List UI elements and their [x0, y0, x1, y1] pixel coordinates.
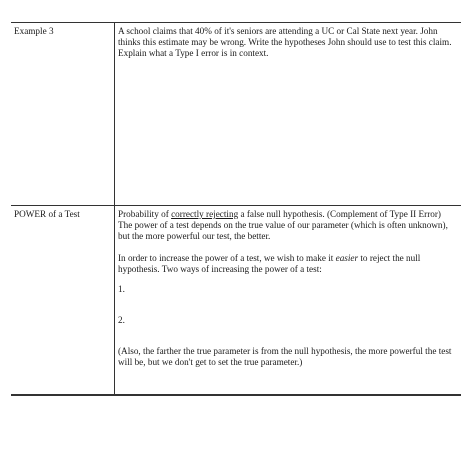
correctly-rejecting-text: correctly rejecting [171, 209, 239, 219]
notes-table [11, 22, 461, 396]
easier-text: easier [335, 253, 359, 263]
column-divider [114, 23, 115, 394]
power-paragraph-1: The power of a test depends on the true value of our parameter (which is often unknown), but the more powerful our test, the better. [118, 220, 448, 241]
power-definition-prefix: Probability of [118, 209, 172, 219]
power-of-test-content [118, 209, 454, 368]
power-paragraph-2 [118, 253, 454, 275]
power-paragraph-2-prefix: In order to increase the power of a test, we wish to make it [118, 253, 336, 263]
row-divider [11, 205, 461, 206]
list-item-2: 2. [118, 315, 125, 325]
power-definition-suffix: a false null hypothesis. (Complement of Type II Error) [238, 209, 441, 219]
example-3-label: Example 3 [14, 26, 54, 36]
power-paragraph-2-suffix: to reject the null hypothesis. Two ways of increasing the power of a test: [118, 253, 421, 274]
example-3-text [118, 26, 454, 59]
example-3-prompt: A school claims that 40% of it's seniors are attending a UC or Cal State next year. John thinks this estimate may be wrong. Write the hypotheses John should use to test this claim. Explain what a Type I error is in context. [118, 26, 452, 58]
power-note: (Also, the farther the true parameter is from the null hypothesis, the more powerful the test will be, but we don't get to set the true parameter.) [118, 346, 452, 367]
list-item-1: 1. [118, 284, 125, 294]
power-of-test-label: POWER of a Test [14, 209, 80, 219]
power-definition [118, 209, 454, 220]
